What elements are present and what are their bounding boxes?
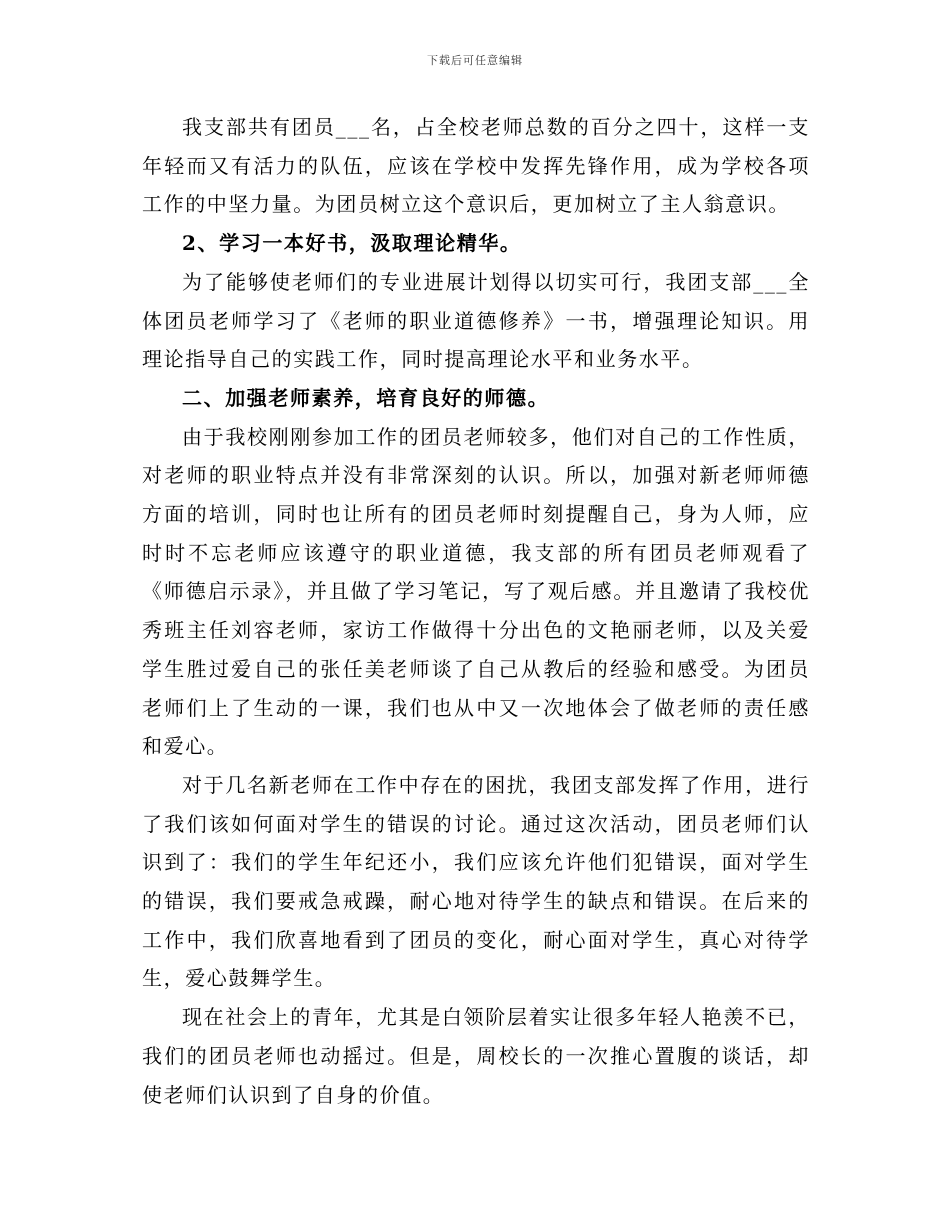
section-heading-teacher-ethics: 二、加强老师素养，培育良好的师德。 xyxy=(182,385,550,410)
document-body xyxy=(142,108,810,1114)
paragraph-self-value: 现在社会上的青年，尤其是白领阶层着实让很多年轻人艳羡不已，我们的团员老师也动摇过。但是，周校长的一次推心置腹的谈话，却使老师们认识到了自身的价值。 xyxy=(142,1005,810,1107)
section-heading-study-book: 2、学习一本好书，汲取理论精华。 xyxy=(182,231,522,256)
paragraph-new-teachers: 对于几名新老师在工作中存在的困扰，我团支部发挥了作用，进行了我们该如何面对学生的错误的讨论。通过这次活动，团员老师们认识到了：我们的学生年纪还小，我们应该允许他们犯错误，面对学生的错误，我们要戒急戒躁，耐心地对待学生的缺点和错误。在后来的工作中，我们欣喜地看到了团员的变化，耐心面对学生，真心对待学生，爱心鼓舞学生。 xyxy=(142,772,810,991)
paragraph-members: 我支部共有团员___名，占全校老师总数的百分之四十，这样一支年轻而又有活力的队伍，应该在学校中发挥先锋作用，成为学校各项工作的中坚力量。为团员树立这个意识后，更加树立了主人翁意识。 xyxy=(142,115,810,217)
paragraph-ethics-training: 由于我校刚刚参加工作的团员老师较多，他们对自己的工作性质，对老师的职业特点并没有非常深刻的认识。所以，加强对新老师师德方面的培训，同时也让所有的团员老师时刻提醒自己，身为人师，应时时不忘老师应该遵守的职业道德，我支部的所有团员老师观看了《师德启示录》，并且做了学习笔记，写了观后感。并且邀请了我校优秀班主任刘容老师，家访工作做得十分出色的文艳丽老师，以及关爱学生胜过爱自己的张任美老师谈了自己从教后的经验和感受。为团员老师们上了生动的一课，我们也从中又一次地体会了做老师的责任感和爱心。 xyxy=(142,424,810,759)
paragraph-study-book: 为了能够使老师们的专业进展计划得以切实可行，我团支部___全体团员老师学习了《老师的职业道德修养》一书，增强理论知识。用理论指导自己的实践工作，同时提高理论水平和业务水平。 xyxy=(142,269,810,372)
page-header-note: 下载后可任意编辑 xyxy=(427,54,523,67)
